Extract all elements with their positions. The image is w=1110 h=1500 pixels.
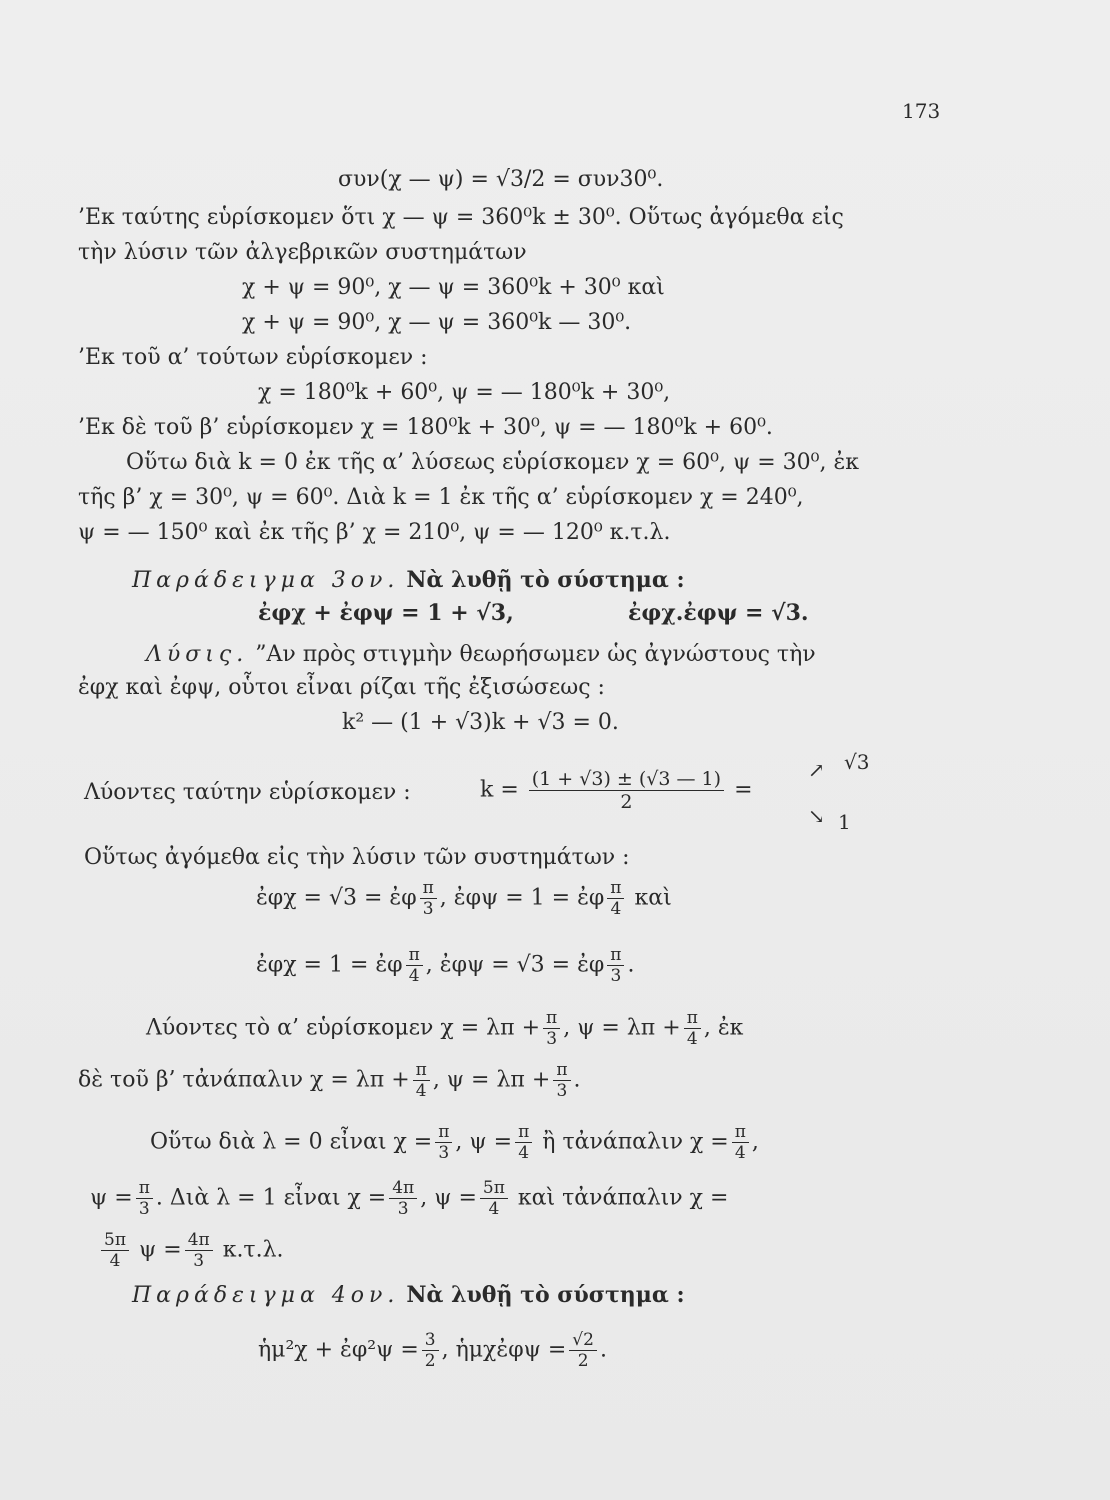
solve-line-1: Λύοντες τὸ α’ εὑρίσκομεν χ = λπ + $\frac{\pi}{3}$ , ψ = λπ + $\frac{\pi}{4}$ , ἐκ [146,1008,744,1049]
k-formula: k = $\frac{(1 + √3) \pm (√3 — 1)}{2}$ = [480,768,753,813]
solution-line: Λύσις. ”Αν πρὸς στιγμὴν θεωρήσωμεν ὡς ἀγνώστους τὴν [146,642,816,667]
fraction: $\frac{\pi}{4}$ [684,1008,701,1049]
fraction: $\frac{\pi}{3}$ [420,878,437,919]
page-number: 173 [902,99,941,123]
text-line: ’Εκ δὲ τοῦ β’ εὑρίσκομεν χ = 180⁰k + 30⁰, ψ = — 180⁰k + 60⁰. [78,415,773,440]
example-4-heading [132,1280,685,1311]
text-line: Οὕτως ἀγόμεθα εἰς τὴν λύσιν τῶν συστημάτων : [84,845,630,870]
fraction: $\frac{\pi}{3}$ [607,945,624,986]
fraction: $\frac{\pi}{3}$ [136,1178,153,1219]
text-line: ’Εκ τοῦ α’ τούτων εὑρίσκομεν : [78,345,428,370]
fraction: $\frac{\pi}{3}$ [553,1060,570,1101]
equation-line: χ + ψ = 90⁰, χ — ψ = 360⁰k — 30⁰. [242,310,632,335]
system-1: ἐφχ = √3 = ἐφ $\frac{\pi}{3}$ , ἐφψ = 1 = ἐφ $\frac{\pi}{4}$ καὶ [256,878,672,919]
fraction: $\frac{√2}{2}$ [569,1330,597,1371]
lambda-zero-line: Οὕτω διὰ λ = 0 εἶναι χ = $\frac{\pi}{3}$ , ψ = $\frac{\pi}{4}$ ἢ τἀνάπαλιν χ = $\frac{\pi}{4}$ , [150,1122,759,1163]
fraction: $\frac{\pi}{4}$ [732,1122,749,1163]
solution-label: Λύσις. [146,642,249,667]
fraction: $\frac{\pi}{4}$ [413,1060,430,1101]
example-3-heading [132,565,685,596]
system-2: ἐφχ = 1 = ἐφ $\frac{\pi}{4}$ , ἐφψ = √3 = ἐφ $\frac{\pi}{3}$ . [256,945,635,986]
text-line: ψ = — 150⁰ καὶ ἐκ τῆς β’ χ = 210⁰, ψ = — 120⁰ κ.τ.λ. [78,520,671,545]
text-line: ’Εκ ταύτης εὑρίσκομεν ὅτι χ — ψ = 360⁰k ± 30⁰. Οὕτως ἀγόμεθα εἰς [78,205,844,230]
text-line: τὴν λύσιν τῶν ἀλγεβρικῶν συστημάτων [78,240,527,265]
example-3-title: Παράδειγμα 3ον. [132,568,400,593]
system-eq-1: ἐφχ + ἐφψ = 1 + √3, [258,600,514,626]
quadratic-equation: k² — (1 + √3)k + √3 = 0. [342,710,619,735]
fraction: $\frac{\pi}{4}$ [515,1122,532,1163]
example-4-statement: Νὰ λυθῇ τὸ σύστημα : [406,1282,685,1308]
lambda-one-line: ψ = $\frac{\pi}{3}$ . Διὰ λ = 1 εἶναι χ = $\frac{4\pi}{3}$ , ψ = $\frac{5\pi}{4}$ καὶ τἀνάπαλιν χ = [90,1178,729,1219]
text-line: Οὕτω διὰ k = 0 ἐκ τῆς α’ λύσεως εὑρίσκομεν χ = 60⁰, ψ = 30⁰, ἐκ [126,450,860,475]
fraction: $\frac{\pi}{3}$ [543,1008,560,1049]
equation-line: χ = 180⁰k + 60⁰, ψ = — 180⁰k + 30⁰, [258,380,671,405]
fraction: $\frac{3}{2}$ [422,1330,439,1371]
example-3-statement: Νὰ λυθῇ τὸ σύστημα : [406,567,685,593]
root-one: 1 [838,810,851,834]
fraction: $\frac{\pi}{4}$ [406,945,423,986]
text-line: ἐφχ καὶ ἐφψ, οὗτοι εἶναι ρίζαι τῆς ἐξισώσεως : [78,675,605,700]
equation-line: χ + ψ = 90⁰, χ — ψ = 360⁰k + 30⁰ καὶ [242,275,665,300]
solve-line-2: δὲ τοῦ β’ τἀνάπαλιν χ = λπ + $\frac{\pi}{4}$ , ψ = λπ + $\frac{\pi}{3}$ . [78,1060,581,1101]
k-fraction: $\frac{(1 + √3) \pm (√3 — 1)}{2}$ [529,768,724,813]
arrow-down-icon: ↘ [808,804,825,828]
root-sqrt3: √3 [844,750,870,774]
system-eq-2: ἐφχ.ἐφψ = √3. [628,600,809,626]
fraction: $\frac{\pi}{3}$ [435,1122,452,1163]
arrow-up-icon: ↗ [808,758,825,782]
fraction: $\frac{4\pi}{3}$ [389,1178,417,1219]
example-4-system: ἡμ²χ + ἐφ²ψ = $\frac{3}{2}$ , ἡμχἐφψ = $\frac{√2}{2}$ . [258,1330,607,1371]
fraction: $\frac{4\pi}{3}$ [185,1230,213,1271]
equation-line: συν(χ — ψ) = √3/2 = συν30⁰. [338,167,664,192]
lambda-one-cont: $\frac{5\pi}{4}$ ψ = $\frac{4\pi}{3}$ κ.τ.λ. [98,1230,284,1271]
fraction: $\frac{5\pi}{4}$ [101,1230,129,1271]
fraction: $\frac{\pi}{4}$ [607,878,624,919]
example-4-title: Παράδειγμα 4ον. [132,1283,400,1308]
fraction: $\frac{5\pi}{4}$ [480,1178,508,1219]
solving-lead: Λύοντες ταύτην εὑρίσκομεν : [84,780,411,805]
text-line: τῆς β’ χ = 30⁰, ψ = 60⁰. Διὰ k = 1 ἐκ τῆς α’ εὑρίσκομεν χ = 240⁰, [78,485,804,510]
